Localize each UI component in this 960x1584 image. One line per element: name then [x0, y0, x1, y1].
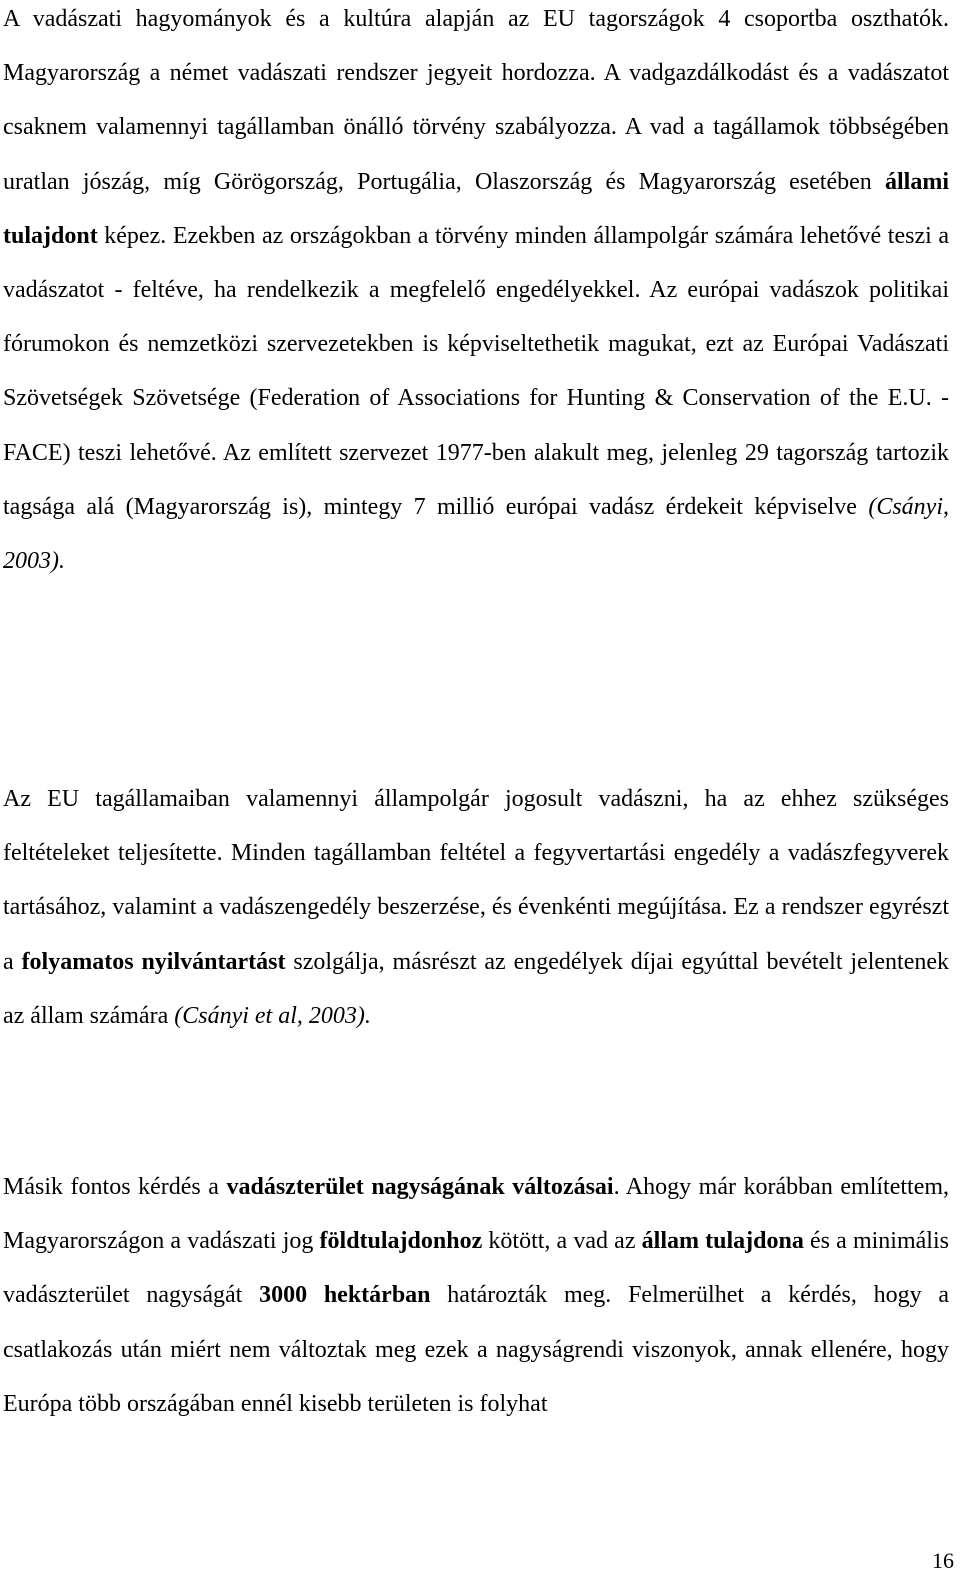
text-span: határozták meg. Felmerülhet a kérdés, hogy a csatlakozás után miért nem változtak meg ezek a nagyságrendi viszonyok, annak ellenére, hogy Európa több országában ennél kisebb területen is folyhat: [3, 1282, 950, 1417]
text-span: Az EU tagállamaiban valamennyi állampolgár jogosult vadászni, ha az ehhez szükséges feltételeket teljesítette. Minden tagállamban feltétel a fegyvertartási engedély a vadászfegyverek tartásához, valamint a vadászengedély beszerzése, és évenkénti megújítása. Ez a rendszer egyrészt a: [3, 786, 949, 975]
paragraph-eu-hunting-rights: [3, 772, 949, 1043]
bold-text: földtulajdonhoz: [319, 1228, 483, 1255]
text-span: kötött, a vad az: [482, 1228, 642, 1255]
paragraph-eu-hunting-traditions: [3, 0, 949, 588]
text-span: képez. Ezekben az országokban a törvény minden állampolgár számára lehetővé teszi a vadászatot - feltéve, ha rendelkezik a megfelelő engedélyekkel. Az európai vadászok politikai fórumokon és nemzetközi szervezetekben is képviseltethetik magukat, ezt az Európai Vadászati Szövetségek Szövetsége (Federation of Associations for Hunting & Conservation of the E.U. - FACE) teszi lehetővé. Az említett szervezet 1977-ben alakult meg, jelenleg 29 tagország tartozik tagsága alá (Magyarország is), mintegy 7 millió európai vadász érdekeit képviselve: [3, 222, 949, 520]
bold-text: 3000 hektárban: [259, 1282, 431, 1309]
bold-text: állam tulajdona: [641, 1228, 804, 1255]
text-span: Másik fontos kérdés a: [3, 1174, 227, 1200]
citation: (Csányi, 2003).: [3, 493, 949, 575]
paragraph-hunting-area-size: [3, 1160, 949, 1431]
citation: (Csányi et al, 2003).: [174, 1002, 371, 1029]
text-span: szolgálja, másrészt az engedélyek díjai egyúttal bevételt jelentenek az állam számára: [3, 948, 950, 1029]
text-span: . Ahogy már korábban említettem, Magyarországon a vadászati jog: [3, 1174, 950, 1255]
bold-text: folyamatos nyilvántartást: [21, 948, 286, 975]
text-span: és a minimális vadászterület nagyságát: [3, 1228, 949, 1309]
bold-text: állami tulajdont: [3, 168, 949, 249]
bold-text: vadászterület nagyságának változásai: [226, 1174, 614, 1200]
page-number: 16: [932, 1548, 954, 1573]
text-span: A vadászati hagyományok és a kultúra alapján az EU tagországok 4 csoportba oszthatók. Magyarország a német vadászati rendszer jegyeit hordozza. A vadgazdálkodást és a vadászatot csaknem valamennyi tagállamban önálló törvény szabályozza. A vad a tagállamok többségében uratlan jószág, míg Görögország, Portugália, Olaszország és Magyarország esetében: [3, 6, 949, 195]
